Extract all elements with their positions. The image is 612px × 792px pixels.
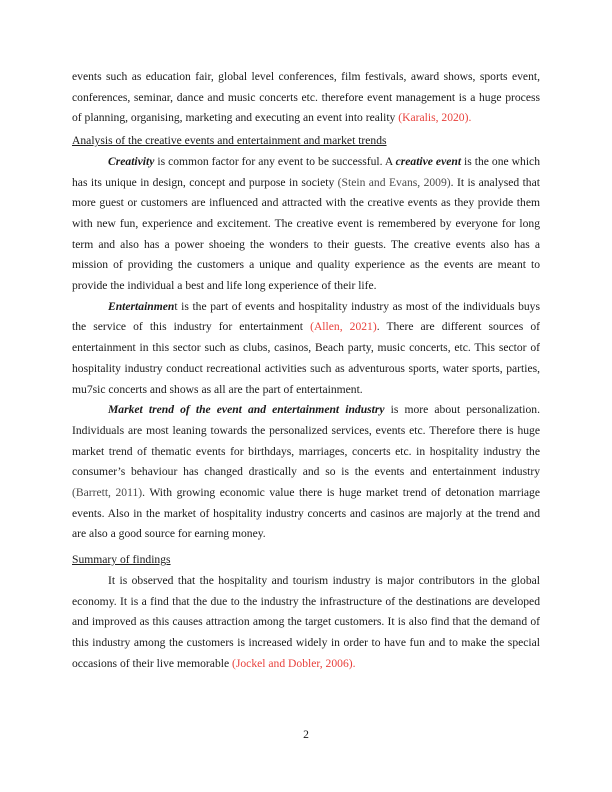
term-creativity: Creativity xyxy=(108,154,155,168)
paragraph-text: . There are different sources of entertainment in this sector such as clubs, casinos, Beach party, music concerts, etc. This sector of hospitality industry conduct recreational activities such as adventurous sports, water sports, parties, mu7sic concerts and shows as all are the part of entertainment. xyxy=(72,320,540,396)
term-entertainment: Entertainmen xyxy=(108,299,175,313)
intro-text: events such as education fair, global level conferences, film festivals, award shows, sports event, conferences, seminar, dance and music concerts etc. therefore event management is a huge process of planning, organising, marketing and executing an event into reality xyxy=(72,70,540,125)
paragraph-creativity xyxy=(72,152,540,297)
intro-paragraph xyxy=(72,67,540,129)
paragraph-text: . It is analysed that more guest or customers are influenced and attracted with the creative events as they provide them with new fun, experience and excitement. The creative event is remembered by everyone for long term and also has a power shoeing the wonders to their guests. The creative events also has a mission of providing the customers a unique and quality experience as the events are meant to provide the individual a best and life long experience of their life. xyxy=(72,175,540,293)
term-market-trend: Market trend of the event and entertainment industry xyxy=(108,403,385,417)
citation-barrett: (Barrett, 2011) xyxy=(72,486,143,500)
page-number: 2 xyxy=(303,728,309,741)
section-heading-analysis: Analysis of the creative events and entertainment and market trends xyxy=(72,134,387,148)
paragraph-text: . With growing economic value there is huge market trend of detonation marriage events. Also in the market of hospitality industry concerts and casinos are majorly at the trend and are also a good source for earning money. xyxy=(72,486,540,541)
term-creative-event: creative event xyxy=(395,154,462,168)
section-heading-summary: Summary of findings xyxy=(72,553,171,567)
paragraph-text: is the one which has its unique in design, concept and purpose in society xyxy=(72,154,540,189)
paragraph-entertainment xyxy=(72,297,540,401)
paragraph-text: is common factor for any event to be successful. A xyxy=(154,154,396,168)
paragraph-text: It is observed that the hospitality and tourism industry is major contributors in the global economy. It is a find that the due to the industry the infrastructure of the destinations are developed and improved as this causes attraction among the target customers. It is also find that the demand of this industry among the customers is increased widely in order to have fun and to make the special occasions of their live memorable xyxy=(72,573,540,670)
paragraph-text: is more about personalization. Individuals are most leaning towards the personalized services, events etc. Therefore there is huge market trend of thematic events for birthdays, marriages, concerts etc. in hospitality industry the consumer’s behaviour has changed drastically and so is the events and entertainment industry xyxy=(72,403,540,479)
citation-jockel-dobler: (Jockel and Dobler, 2006). xyxy=(232,656,356,670)
citation-karalis: (Karalis, 2020). xyxy=(398,111,472,125)
paragraph-summary xyxy=(72,571,540,675)
citation-stein-evans: (Stein and Evans, 2009) xyxy=(337,175,451,189)
paragraph-text: t is the part of events and hospitality industry as most of the individuals buys the service of this industry for entertainment xyxy=(72,299,540,334)
page-body xyxy=(72,67,540,674)
citation-allen: (Allen, 2021) xyxy=(310,320,377,334)
paragraph-market-trend xyxy=(72,400,540,545)
